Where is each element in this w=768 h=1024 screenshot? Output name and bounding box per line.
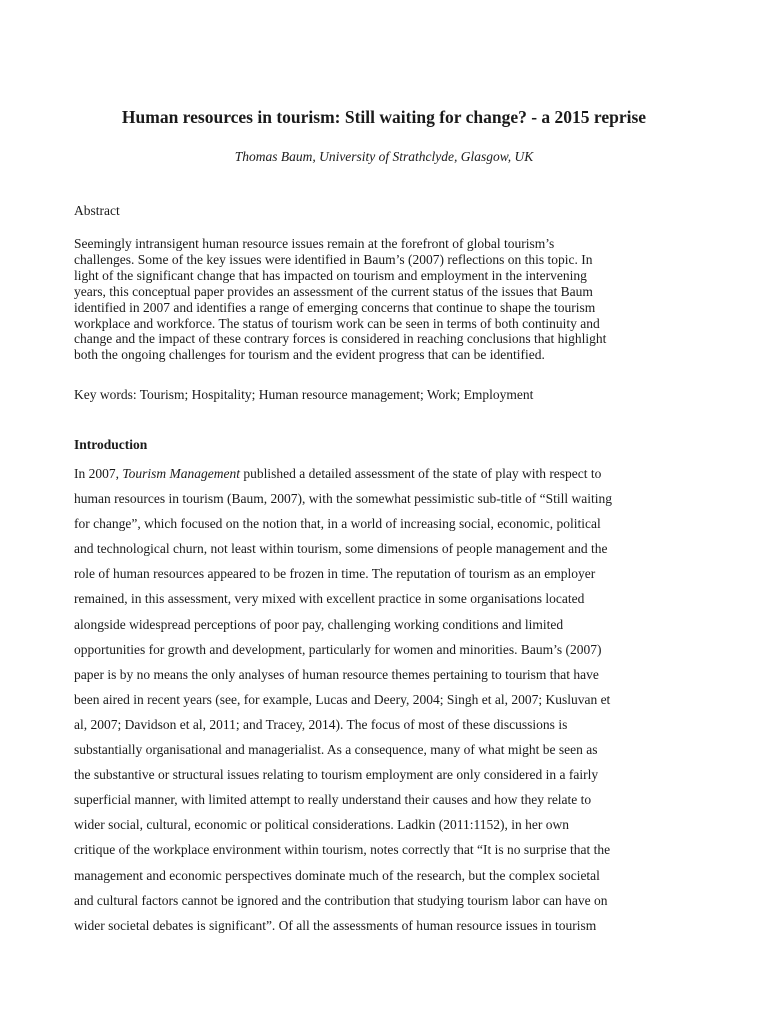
abstract-heading: Abstract <box>74 203 120 218</box>
author-line: Thomas Baum, University of Strathclyde, Glasgow, UK <box>234 149 534 164</box>
introduction-line: al, 2007; Davidson et al, 2011; and Tracey, 2014). The focus of most of these discussions is <box>74 716 568 732</box>
introduction-line: critique of the workplace environment within tourism, notes correctly that “It is no surprise that the <box>74 842 611 858</box>
paper-title: Human resources in tourism: Still waiting for change? - a 2015 reprise <box>121 107 647 127</box>
introduction-line: human resources in tourism (Baum, 2007), with the somewhat pessimistic sub-title of “Still waiting <box>74 491 613 507</box>
introduction-line: role of human resources appeared to be frozen in time. The reputation of tourism as an employer <box>74 566 596 582</box>
introduction-line: alongside widespread perceptions of poor pay, challenging working conditions and limited <box>74 616 564 632</box>
abstract-line: years, this conceptual paper provides an assessment of the current status of the issues that Baum <box>74 283 593 299</box>
introduction-body <box>74 461 689 938</box>
introduction-line: wider societal debates is significant”. Of all the assessments of human resource issues in tourism <box>74 917 597 933</box>
abstract-line: challenges. Some of the key issues were identified in Baum’s (2007) reflections on this topic. In <box>74 251 593 267</box>
abstract-line: workplace and workforce. The status of tourism work can be seen in terms of both continuity and <box>74 315 600 331</box>
introduction-line: been aired in recent years (see, for example, Lucas and Deery, 2004; Singh et al, 2007; Kusluvan et <box>74 691 611 707</box>
abstract-line: both the ongoing challenges for tourism and the evident progress that can be identified. <box>74 347 545 363</box>
introduction-line: paper is by no means the only analyses of human resource themes pertaining to tourism that have <box>74 666 599 682</box>
abstract-body <box>74 236 689 363</box>
intro-suffix: published a detailed assessment of the state of play with respect to <box>240 466 602 481</box>
introduction-line: and cultural factors cannot be ignored and the contribution that studying tourism labor can have on <box>74 892 608 908</box>
abstract-line: change and the impact of these contrary forces is considered in reaching conclusions that highlight <box>74 331 607 347</box>
intro-prefix: In 2007, <box>74 466 123 481</box>
introduction-line: opportunities for growth and development, particularly for women and minorities. Baum’s (2007) <box>74 641 602 657</box>
introduction-line: remained, in this assessment, very mixed with excellent practice in some organisations located <box>74 591 585 607</box>
introduction-line: for change”, which focused on the notion that, in a world of increasing social, economic, political <box>74 516 601 532</box>
introduction-line: management and economic perspectives dominate much of the research, but the complex societal <box>74 867 600 883</box>
introduction-first-line <box>74 461 689 486</box>
introduction-line: the substantive or structural issues relating to tourism employment are only considered in a fairly <box>74 767 599 783</box>
introduction-line: substantially organisational and managerialist. As a consequence, many of what might be seen as <box>74 742 598 758</box>
introduction-line: and technological churn, not least within tourism, some dimensions of people management and the <box>74 541 608 557</box>
keywords: Key words: Tourism; Hospitality; Human resource management; Work; Employment <box>74 387 534 402</box>
abstract-line: light of the significant change that has impacted on tourism and employment in the intervening <box>74 267 587 283</box>
introduction-heading: Introduction <box>74 437 148 452</box>
abstract-line: Seemingly intransigent human resource issues remain at the forefront of global tourism’s <box>74 236 555 251</box>
introduction-line: wider social, cultural, economic or political considerations. Ladkin (2011:1152), in her own <box>74 817 569 833</box>
journal-name: Tourism Management <box>122 466 241 481</box>
abstract-line: identified in 2007 and identifies a range of emerging concerns that continue to shape the tourism <box>74 299 596 315</box>
introduction-line: superficial manner, with limited attempt to really understand their causes and how they relate to <box>74 792 592 808</box>
